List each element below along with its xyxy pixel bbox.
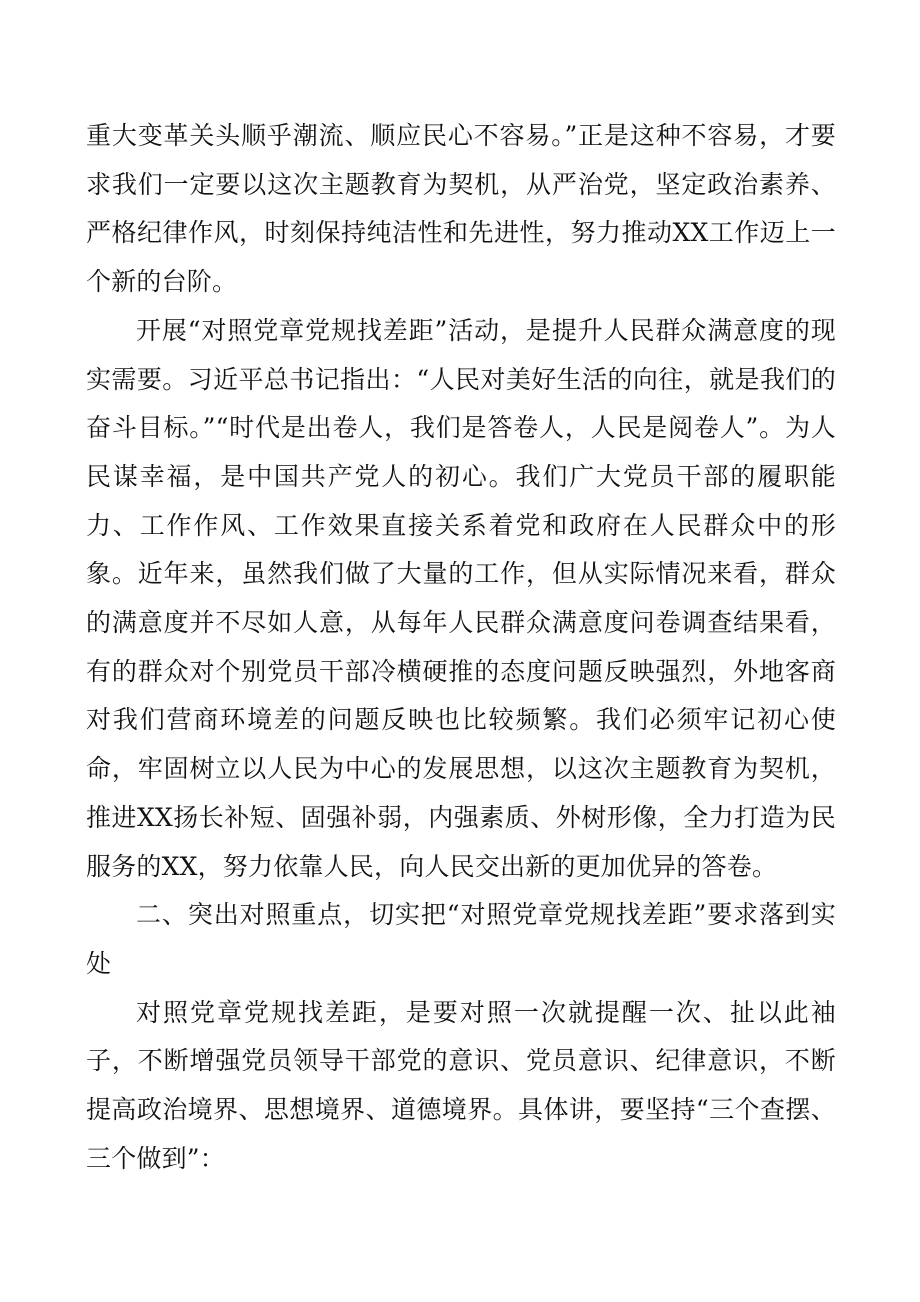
section-heading: 二、突出对照重点，切实把“对照党章党规找差距”要求落到实处: [86, 900, 836, 978]
paragraph-continuation: 重大变革关头顺乎潮流、顺应民心不容易。”正是这种不容易，才要求我们一定要以这次主题教育为契机，从严治党，坚定政治素养、严格纪律作风，时刻保持纯洁性和先进性，努力推动XX工作迈上一个新的台阶。: [86, 121, 836, 297]
document-body: [86, 112, 836, 1183]
paragraph-satisfaction-need: 开展“对照党章党规找差距”活动，是提升人民群众满意度的现实需要。习近平总书记指出：“人民对美好生活的向往，就是我们的奋斗目标。”“时代是出卷人，我们是答卷人，人民是阅卷人”。为人民谋幸福，是中国共产党人的初心。我们广大党员干部的履职能力、工作作风、工作效果直接关系着党和政府在人民群众中的形象。近年来，虽然我们做了大量的工作，但从实际情况来看，群众的满意度并不尽如人意，从每年人民群众满意度问卷调查结果看，有的群众对个别党员干部冷横硬推的态度问题反映强烈，外地客商对我们营商环境差的问题反映也比较频繁。我们必须牢记初心使命，牢固树立以人民为中心的发展思想，以这次主题教育为契机，推进XX扬长补短、固强补弱，内强素质、外树形像，全力打造为民服务的XX，努力依靠人民，向人民交出新的更加优异的答卷。: [86, 315, 836, 881]
paragraph-comparison-intro: 对照党章党规找差距，是要对照一次就提醒一次、扯以此袖子，不断增强党员领导干部党的意识、党员意识、纪律意识，不断提高政治境界、思想境界、道德境界。具体讲，要坚持“三个查摆、三个做到”：: [86, 997, 836, 1173]
